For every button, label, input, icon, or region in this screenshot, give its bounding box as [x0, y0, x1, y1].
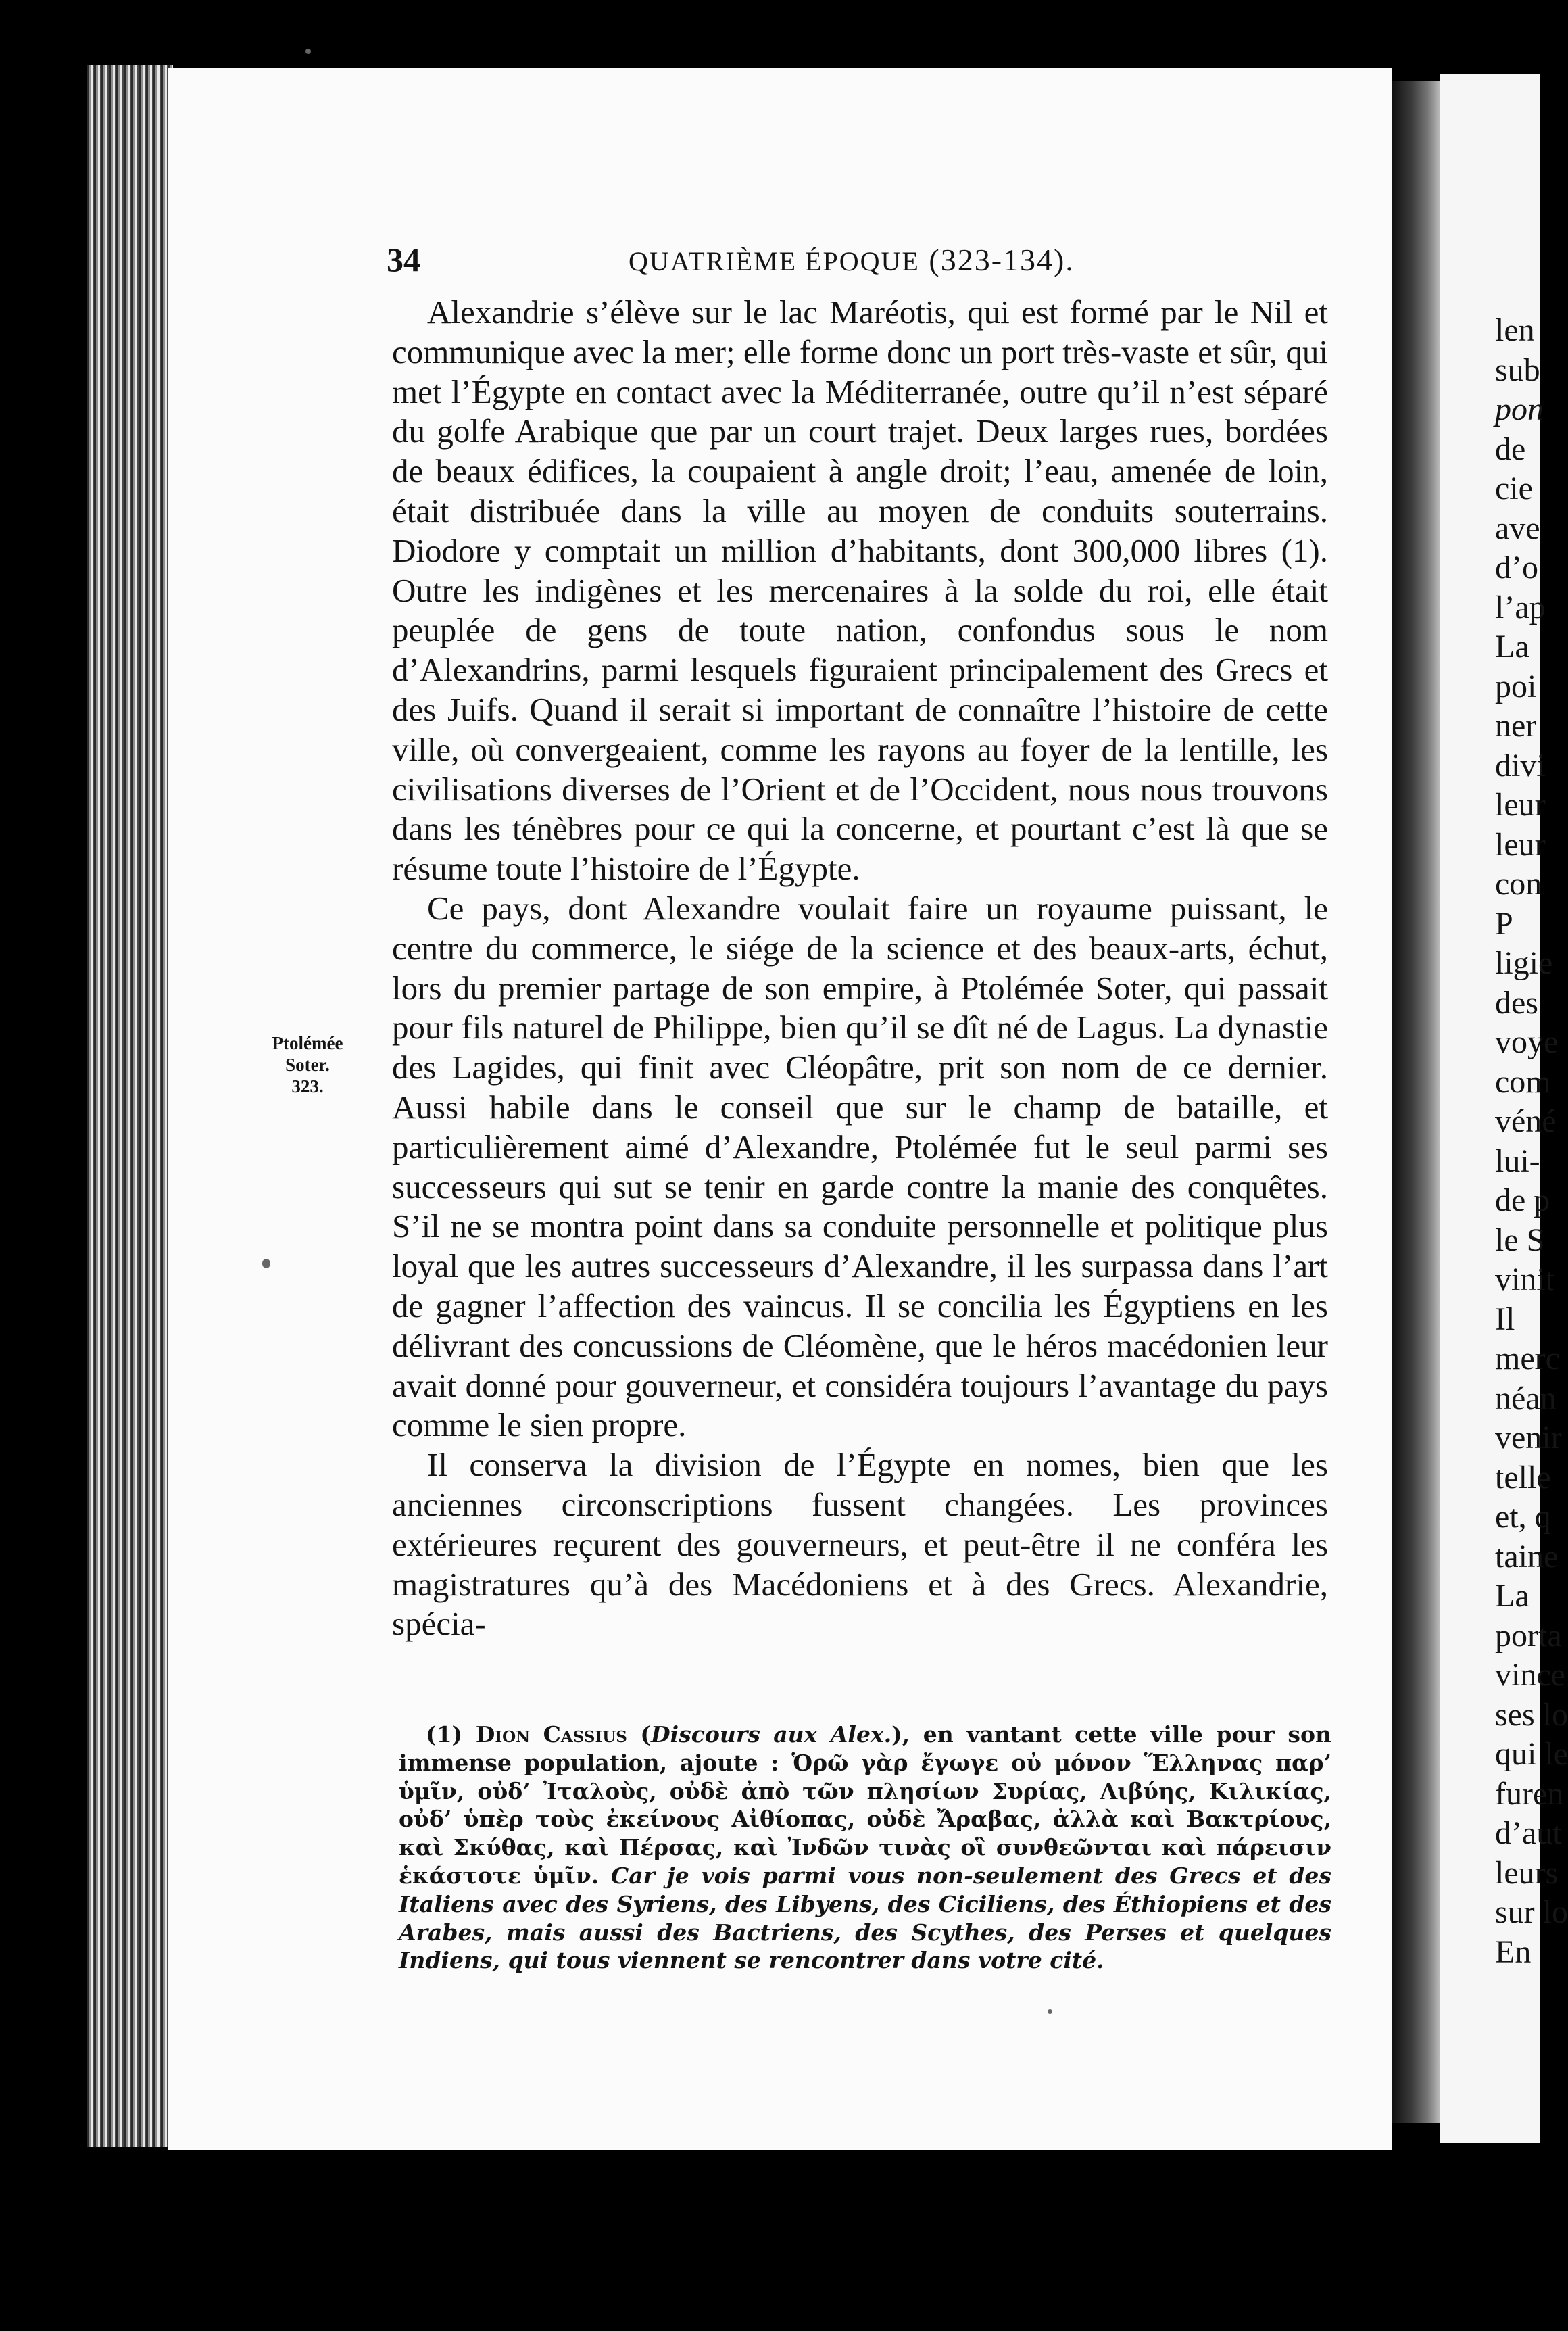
footnote-greek-quote: Ὁρῶ γὰρ ἔγωγε οὐ μόνον Ἕλληνας παρ’ ὑμῖν, οὐδ’ Ἰταλοὺς, οὐδὲ ἀπὸ τῶν πλησίων Συρίας, Λιβύης, Κιλικίας, οὐδ’ ὑπὲρ τοὺς ἐκείνους Αἰθίοπας, οὐδὲ Ἄραβας, ἀλλὰ καὶ Βακτρίους, καὶ Σκύθας, καὶ Πέρσας, καὶ Ἰνδῶν τινὰς οἳ συνθεῶνται καὶ πάρεισιν ἑκάστοτε ὑμῖν.	[399, 1749, 1331, 1889]
facing-page-fragment: des	[1495, 984, 1538, 1021]
facing-page-fragment: vince	[1495, 1657, 1565, 1693]
facing-page-fragment: voye	[1495, 1024, 1559, 1060]
facing-page-fragment: véné	[1495, 1103, 1557, 1139]
footnote-work: Discours aux Alex.	[651, 1721, 892, 1748]
facing-page-fragment: con	[1495, 866, 1542, 902]
facing-page-fragment: leur	[1495, 826, 1546, 863]
footnote-author: Dion Cassius	[475, 1721, 627, 1748]
facing-page-fragment: furen	[1495, 1775, 1564, 1812]
running-head-title: QUATRIÈME ÉPOQUE	[629, 246, 920, 277]
facing-page-fragment: vinit	[1495, 1261, 1555, 1297]
paragraph: Alexandrie s’élève sur le lac Maréotis, qui est formé par le Nil et communique avec la mer; elle forme donc un port très-vaste et sûr, qui met l’Égypte en contact avec la Méditerranée, outre qu’il n’est séparé du golfe Arabique que par un court trajet. Deux larges rues, bordées de beaux édifices, la coupaient à angle droit; l’eau, amenée de loin, était distribuée dans la ville au moyen de conduits souterrains. Diodore y comptait un million d’habitants, dont 300,000 libres (1). Outre les indigènes et les mercenaires à la solde du roi, elle était peuplée de gens de toute nation, confondus sous le nom d’Alexandrins, parmi lesquels figuraient principalement des Grecs et des Juifs. Quand il serait si important de connaître l’histoire de cette ville, où convergeaient, comme les rayons au foyer de la lentille, les civilisations diverses de l’Orient et de l’Occident, nous nous trouvons dans les ténèbres pour ce qui la concerne, et pourtant c’est là que se résume toute l’histoire de l’Égypte.	[392, 293, 1328, 888]
facing-page-fragment: ses lo	[1495, 1696, 1568, 1733]
running-head	[629, 242, 1075, 278]
paragraph: Il conserva la division de l’Égypte en nomes, bien que les anciennes circonscriptions fussent changées. Les provinces extérieures reçurent des gouverneurs, et peut-être il ne conféra les magistratures qu’à des Macédoniens et à des Grecs. Alexandrie, spécia-	[392, 1446, 1328, 1643]
facing-page-fragment: pon	[1495, 391, 1544, 427]
facing-page-fragment: sur lo	[1495, 1894, 1568, 1930]
facing-page-fragment: porta	[1495, 1617, 1562, 1654]
gutter-shadow	[1392, 81, 1440, 2123]
facing-page-fragment: La	[1495, 1578, 1529, 1614]
facing-page-fragment: P	[1495, 905, 1513, 942]
facing-page-edge	[1440, 74, 1568, 2143]
facing-page-fragment: poi	[1495, 668, 1537, 704]
facing-page-fragment: merc	[1495, 1341, 1560, 1376]
facing-page-fragment: ave	[1495, 510, 1540, 546]
ink-speck	[1048, 2009, 1052, 2014]
facing-page-fragment: venir	[1495, 1420, 1562, 1456]
footnote-translation: Car je vois parmi vous non-seulement des Grecs et des Italiens avec des Syriens, des Libyens, des Ciciliens, des Éthiopiens et des Arabes, mais aussi des Bactriens, des Scythes, des Perses et quelques Indiens, qui tous viennent se rencontrer dans votre cité.	[399, 1862, 1331, 1974]
margin-note	[260, 1032, 355, 1097]
footnote-paragraph: (1) Dion Cassius (Discours aux Alex.), en vantant cette ville pour son immense population, ajoute : Ὁρῶ γὰρ ἔγωγε οὐ μόνον Ἕλληνας παρ’ ὑμῖν, οὐδ’ Ἰταλοὺς, οὐδὲ ἀπὸ τῶν πλησίων Συρίας, Λιβύης, Κιλικίας, οὐδ’ ὑπὲρ τοὺς ἐκείνους Αἰθίοπας, οὐδὲ Ἄραβας, ἀλλὰ καὶ Βακτρίους, καὶ Σκύθας, καὶ Πέρσας, καὶ Ἰνδῶν τινὰς οἳ συνθεῶνται καὶ πάρεισιν ἑκάστοτε ὑμῖν. Car je vois parmi vous non-seulement des Grecs et des Italiens avec des Syriens, des Libyens, des Ciciliens, des Éthiopiens et des Arabes, mais aussi des Bactriens, des Scythes, des Perses et quelques Indiens, qui tous viennent se rencontrer dans votre cité.	[399, 1721, 1331, 1974]
facing-page-fragment: divi	[1495, 747, 1546, 784]
facing-page-fragment: d’aut	[1495, 1815, 1562, 1851]
facing-page-fragment: En	[1495, 1933, 1532, 1970]
facing-page-fragment: sub	[1495, 352, 1540, 388]
ink-speck	[262, 1259, 270, 1268]
facing-page-fragment: ligie	[1495, 945, 1553, 981]
facing-page-fragment: cie	[1495, 471, 1533, 506]
footnote-marker: (1)	[426, 1721, 463, 1748]
main-text	[392, 293, 1328, 1644]
running-head-dates: (323-134).	[929, 243, 1075, 277]
facing-page-fragment: La	[1495, 629, 1529, 665]
margin-note-line: 323.	[291, 1076, 324, 1097]
facing-page-fragment: lui-	[1495, 1143, 1540, 1179]
facing-page-fragment: et, q	[1495, 1499, 1551, 1535]
facing-page-fragment: Il	[1495, 1301, 1515, 1337]
ink-speck	[305, 49, 311, 54]
paragraph: Ce pays, dont Alexandre voulait faire un royaume puissant, le centre du commerce, le siége de la science et des beaux-arts, échut, lors du premier partage de son empire, à Ptolémée Soter, qui passait pour fils naturel de Philippe, bien qu’il se dît né de Lagus. La dynastie des Lagides, qui finit avec Cléopâtre, prit son nom de ce dernier. Aussi habile dans le conseil que sur le champ de bataille, et particulièrement aimé d’Alexandre, Ptolémée fut le seul parmi ses successeurs qui sut se tenir en garde contre la manie des conquêtes. S’il ne se montra point dans sa conduite personnelle et politique plus loyal que les autres successeurs d’Alexandre, il les surpassa dans l’art de gagner l’affection des vaincus. Il se concilia les Égyptiens en les délivrant des concussions de Cléomène, que le héros macédonien leur avait donné pour gouverneur, et considéra toujours l’avantage du pays comme le sien propre.	[392, 889, 1328, 1444]
facing-page-fragment: com	[1495, 1063, 1551, 1100]
facing-page-fragment: le S	[1495, 1222, 1545, 1258]
facing-page-fragment: de p	[1495, 1182, 1550, 1218]
facing-page-fragment: leurs	[1495, 1854, 1559, 1891]
facing-page-fragment: d’o	[1495, 550, 1538, 585]
margin-note-line: Soter.	[285, 1055, 330, 1075]
facing-page-fragment: ner	[1495, 708, 1537, 744]
footnote	[399, 1721, 1331, 1975]
facing-page-fragment: leur	[1495, 787, 1546, 823]
page-number: 34	[387, 241, 420, 279]
footnote-text: ), en vantant cette ville pour son immense population, ajoute :	[399, 1721, 1331, 1776]
facing-page-fragment: telle	[1495, 1459, 1551, 1495]
facing-page-fragment: néan	[1495, 1380, 1557, 1416]
facing-page-fragment: taine	[1495, 1538, 1559, 1575]
facing-page-fragment: de	[1495, 431, 1526, 467]
margin-note-line: Ptolémée	[272, 1033, 343, 1053]
facing-page-fragment: len	[1495, 312, 1535, 348]
book-binding-edge	[87, 65, 173, 2147]
facing-page-fragment: qui le	[1495, 1736, 1568, 1772]
facing-page-fragment: l’ap	[1495, 589, 1546, 625]
